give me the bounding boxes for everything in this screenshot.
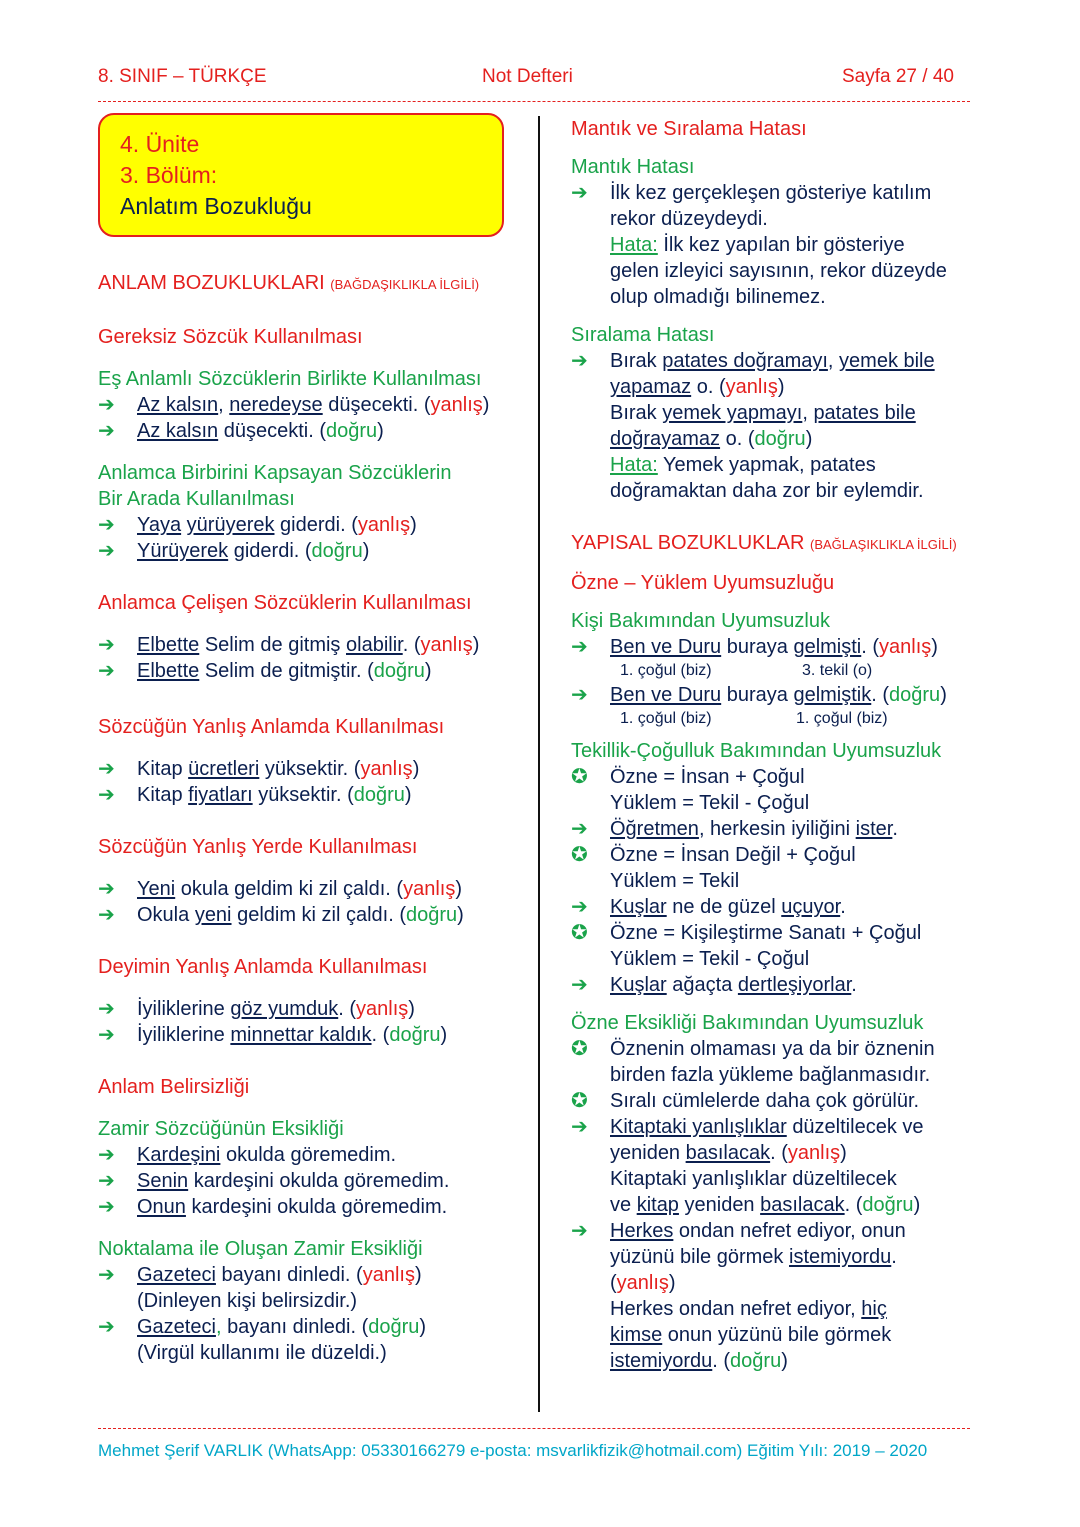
subheading-kapsayan: Anlamca Birbirini Kapsayan Sözcüklerin Bir Arada Kullanılması <box>98 462 452 510</box>
rule-row: ✪ Sıralı cümlelerde daha çok görülür. <box>571 1090 920 1112</box>
rule-row-cont: Yüklem = Tekil - Çoğul <box>610 948 810 970</box>
example-row: ➔ Kuşlar ağaçta dertleşiyorlar. <box>571 974 857 996</box>
subheading-siralama: Sıralama Hatası <box>571 324 715 346</box>
unit-number: 4. Ünite <box>120 131 200 157</box>
arrow-icon: ➔ <box>98 1144 115 1166</box>
example-row-cont: Bırak yemek yapmayı, patates bile <box>610 402 916 424</box>
example-row-cont: (yanlış) <box>610 1272 676 1294</box>
arrow-icon: ➔ <box>571 684 588 706</box>
star-icon: ✪ <box>571 1038 588 1060</box>
star-icon: ✪ <box>571 922 588 944</box>
rule-row: ✪ Özne = İnsan Değil + Çoğul <box>571 844 856 866</box>
header-notebook-title: Not Defteri <box>482 66 573 87</box>
example-row: ➔ Yürüyerek giderdi. (doğru) <box>98 540 370 562</box>
hata-row-cont: gelen izleyici sayısının, rekor düzeyde <box>610 260 947 282</box>
example-row-cont: Herkes ondan nefret ediyor, hiç <box>610 1298 887 1320</box>
header-class-subject: 8. SINIF – TÜRKÇE <box>98 66 267 87</box>
rule-row-cont: birden fazla yükleme bağlanmasıdır. <box>610 1064 931 1086</box>
section-number: 3. Bölüm: <box>120 162 218 188</box>
rule-row-cont: Yüklem = Tekil - Çoğul <box>610 792 810 814</box>
example-row-cont: yapamaz o. (yanlış) <box>610 376 785 398</box>
example-row: ➔ Yeni okula geldim ki zil çaldı. (yanlış) <box>98 878 462 900</box>
example-row: ➔ Onun kardeşini okulda göremedim. <box>98 1196 448 1218</box>
example-row: ➔ Herkes ondan nefret ediyor, onun <box>571 1220 906 1242</box>
subheading-gereksiz: Gereksiz Sözcük Kullanılması <box>98 326 363 348</box>
footer-divider <box>98 1428 970 1429</box>
example-row-cont: rekor düzeydeydi. <box>610 208 768 230</box>
arrow-icon: ➔ <box>98 540 115 562</box>
example-row: ➔ Gazeteci bayanı dinledi. (yanlış) <box>98 1264 422 1286</box>
subheading-belirsizlik: Anlam Belirsizliği <box>98 1076 250 1098</box>
example-row: ➔ Bırak patates doğramayı, yemek bile <box>571 350 935 372</box>
topic-title: Anlatım Bozukluğu <box>120 193 312 219</box>
column-divider <box>538 116 540 1412</box>
arrow-icon: ➔ <box>98 1170 115 1192</box>
example-row: ➔ Kardeşini okulda göremedim. <box>98 1144 397 1166</box>
hata-row: Hata: İlk kez yapılan bir gösteriye <box>610 234 905 256</box>
example-row-cont: yeniden basılacak. (yanlış) <box>610 1142 847 1164</box>
arrow-icon: ➔ <box>98 784 115 806</box>
arrow-icon: ➔ <box>571 1116 588 1138</box>
example-row: ➔ Elbette Selim de gitmiş olabilir. (yanlış) <box>98 634 480 656</box>
arrow-icon: ➔ <box>98 394 115 416</box>
star-icon: ✪ <box>571 766 588 788</box>
arrow-icon: ➔ <box>571 974 588 996</box>
example-row: ➔ Kitap ücretleri yüksektir. (yanlış) <box>98 758 420 780</box>
note-row: (Dinleyen kişi belirsizdir.) <box>137 1290 358 1312</box>
subheading-celisen: Anlamca Çelişen Sözcüklerin Kullanılması <box>98 592 472 614</box>
rule-row: ✪ Öznenin olmaması ya da bir öznenin <box>571 1038 935 1060</box>
arrow-icon: ➔ <box>571 182 588 204</box>
rule-row: ✪ Özne = İnsan + Çoğul <box>571 766 805 788</box>
subheading-mantik: Mantık Hatası <box>571 156 695 178</box>
subheading-noktalama: Noktalama ile Oluşan Zamir Eksikliği <box>98 1238 423 1260</box>
example-row: ➔ Senin kardeşini okulda göremedim. <box>98 1170 450 1192</box>
left-column <box>98 270 528 1366</box>
arrow-icon: ➔ <box>571 896 588 918</box>
section-heading-anlam: ANLAM BOZUKLUKLARI (BAĞDAŞIKLIKLA İLGİLİ) <box>98 272 480 294</box>
person-annotation: 1. çoğul (biz) 3. tekil (o) <box>620 662 873 679</box>
example-row: ➔ İyiliklerine göz yumduk. (yanlış) <box>98 998 415 1020</box>
subheading-mantik-siralama: Mantık ve Sıralama Hatası <box>571 118 807 140</box>
example-row: ➔ Kuşlar ne de güzel uçuyor. <box>571 896 846 918</box>
arrow-icon: ➔ <box>571 1220 588 1242</box>
arrow-icon: ➔ <box>98 634 115 656</box>
example-row: ➔ Kitap fiyatları yüksektir. (doğru) <box>98 784 412 806</box>
footer-author-info: Mehmet Şerif VARLIK (WhatsApp: 05330166279 e-posta: msvarlikfizik@hotmail.com) Eğitim Yılı: 2019 – 2020 <box>98 1441 928 1460</box>
example-row: ➔ Ben ve Duru buraya gelmişti. (yanlış) <box>571 636 938 658</box>
example-row: ➔ Gazeteci, bayanı dinledi. (doğru) <box>98 1316 427 1338</box>
subheading-ozne-eksik: Özne Eksikliği Bakımından Uyumsuzluk <box>571 1012 924 1034</box>
example-row: ➔ İyiliklerine minnettar kaldık. (doğru) <box>98 1024 448 1046</box>
star-icon: ✪ <box>571 844 588 866</box>
arrow-icon: ➔ <box>98 998 115 1020</box>
arrow-icon: ➔ <box>98 758 115 780</box>
rule-row: ✪ Özne = Kişileştirme Sanatı + Çoğul <box>571 922 922 944</box>
subheading-kisi: Kişi Bakımından Uyumsuzluk <box>571 610 830 632</box>
example-row: ➔ Kitaptaki yanlışlıklar düzeltilecek ve <box>571 1116 924 1138</box>
arrow-icon: ➔ <box>98 878 115 900</box>
person-annotation: 1. çoğul (biz) 1. çoğul (biz) <box>620 710 888 727</box>
subheading-deyim: Deyimin Yanlış Anlamda Kullanılması <box>98 956 428 978</box>
arrow-icon: ➔ <box>98 420 115 442</box>
arrow-icon: ➔ <box>98 1316 115 1338</box>
arrow-icon: ➔ <box>98 904 115 926</box>
example-row-cont: yüzünü bile görmek istemiyordu. <box>610 1246 897 1268</box>
example-row-cont: ve kitap yeniden basılacak. (doğru) <box>610 1194 921 1216</box>
star-icon: ✪ <box>571 1090 588 1112</box>
hata-row: Hata: Yemek yapmak, patates <box>610 454 876 476</box>
example-row-cont: doğrayamaz o. (doğru) <box>610 428 813 450</box>
example-row-cont: kimse onun yüzünü bile görmek <box>610 1324 892 1346</box>
example-row: ➔ Az kalsın, neredeyse düşecekti. (yanlış) <box>98 394 490 416</box>
arrow-icon: ➔ <box>98 660 115 682</box>
example-row: ➔ Elbette Selim de gitmiştir. (doğru) <box>98 660 432 682</box>
hata-row-cont: olup olmadığı bilinemez. <box>610 286 826 308</box>
unit-title-box <box>98 113 504 237</box>
example-row: ➔ Öğretmen, herkesin iyiliğini ister. <box>571 818 898 840</box>
example-row: ➔ Az kalsın düşecekti. (doğru) <box>98 420 384 442</box>
arrow-icon: ➔ <box>571 350 588 372</box>
note-row: (Virgül kullanımı ile düzeldi.) <box>137 1342 387 1364</box>
hata-row-cont: doğramaktan daha zor bir eylemdir. <box>610 480 924 502</box>
arrow-icon: ➔ <box>98 1196 115 1218</box>
arrow-icon: ➔ <box>98 1024 115 1046</box>
example-row-cont: Kitaptaki yanlışlıklar düzeltilecek <box>610 1168 897 1190</box>
subheading-es-anlamli: Eş Anlamlı Sözcüklerin Birlikte Kullanılması <box>98 368 482 390</box>
subheading-zamir: Zamir Sözcüğünün Eksikliği <box>98 1118 344 1140</box>
rule-row-cont: Yüklem = Tekil <box>610 870 740 892</box>
header-page-number: Sayfa 27 / 40 <box>842 66 954 87</box>
right-column <box>571 116 971 1374</box>
arrow-icon: ➔ <box>571 818 588 840</box>
example-row: ➔ İlk kez gerçekleşen gösteriye katılım <box>571 182 932 204</box>
example-row: ➔ Okula yeni geldim ki zil çaldı. (doğru) <box>98 904 464 926</box>
arrow-icon: ➔ <box>571 636 588 658</box>
subheading-ozne-yuklem: Özne – Yüklem Uyumsuzluğu <box>571 572 835 594</box>
section-heading-yapisal: YAPISAL BOZUKLUKLAR (BAĞLAŞIKLIKLA İLGİLİ) <box>571 532 957 554</box>
example-row: ➔ Ben ve Duru buraya gelmiştik. (doğru) <box>571 684 947 706</box>
subheading-yanlis-yer: Sözcüğün Yanlış Yerde Kullanılması <box>98 836 418 858</box>
arrow-icon: ➔ <box>98 514 115 536</box>
arrow-icon: ➔ <box>98 1264 115 1286</box>
example-row: ➔ Yaya yürüyerek giderdi. (yanlış) <box>98 514 417 536</box>
header-divider <box>98 101 970 102</box>
subheading-yanlis-anlam: Sözcüğün Yanlış Anlamda Kullanılması <box>98 716 445 738</box>
subheading-tekillik: Tekillik-Çoğulluk Bakımından Uyumsuzluk <box>571 740 942 762</box>
example-row-cont: istemiyordu. (doğru) <box>610 1350 788 1372</box>
